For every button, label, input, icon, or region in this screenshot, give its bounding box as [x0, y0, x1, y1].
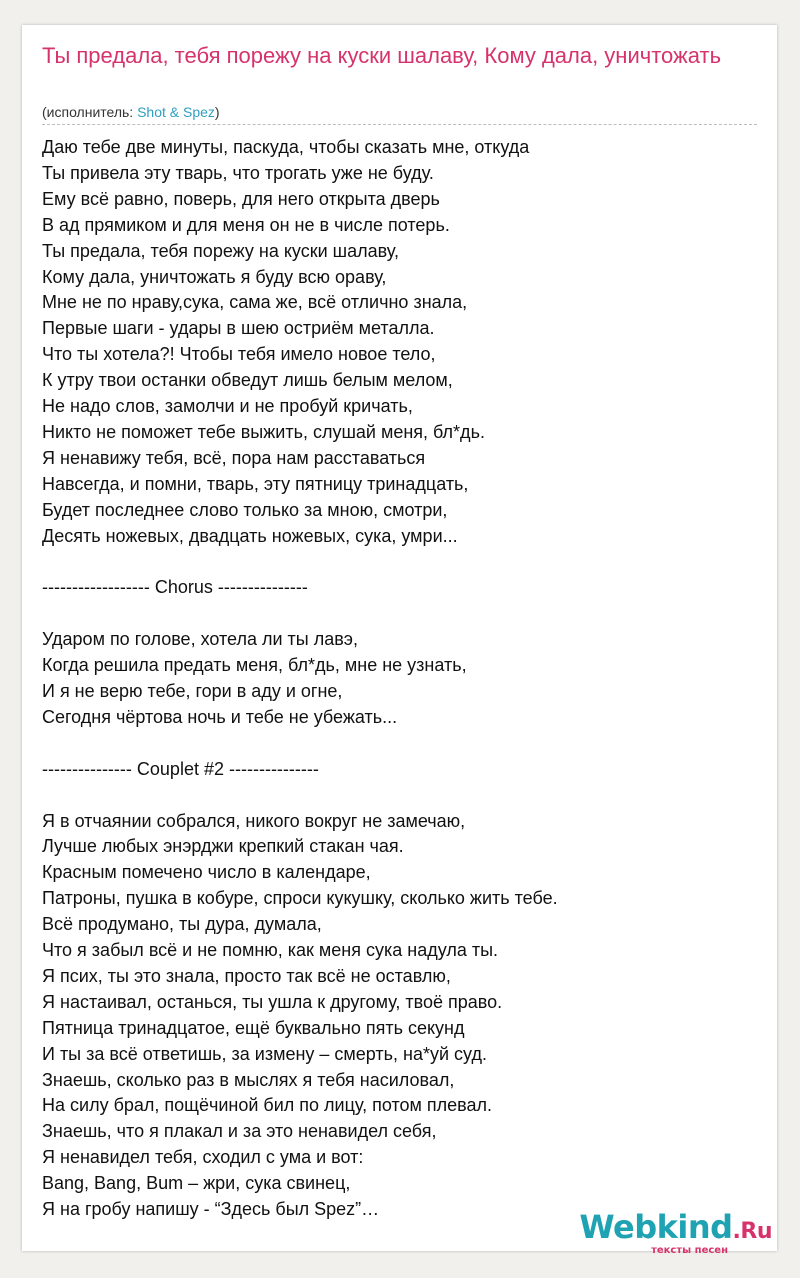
- logo-wordmark: [579, 1208, 772, 1246]
- artist-line: [42, 103, 220, 121]
- lyric-line: Мне не по нраву,сука, сама же, всё отлично знала,: [42, 292, 468, 313]
- lyric-line: Знаешь, сколько раз в мыслях я тебя насиловал,: [42, 1069, 455, 1090]
- lyric-line: Я в отчаянии собрался, никого вокруг не замечаю,: [42, 810, 466, 831]
- stanza-gap: [42, 783, 762, 809]
- lyric-line: Ты предала, тебя порежу на куски шалаву,: [42, 240, 399, 261]
- couplet-marker: --------------- Couplet #2 ---------------: [42, 758, 319, 779]
- lyric-line: Лучше любых энэрджи крепкий стакан чая.: [42, 836, 404, 857]
- title-divider: [42, 124, 757, 125]
- lyric-line: Сегодня чёртова ночь и тебе не убежать...: [42, 706, 398, 727]
- lyric-line: Не надо слов, замолчи и не пробуй кричать,: [42, 396, 413, 417]
- lyric-line: В ад прямиком и для меня он не в числе потерь.: [42, 214, 450, 235]
- lyric-line: И я не верю тебе, гори в аду и огне,: [42, 681, 343, 701]
- lyric-line: Кому дала, уничтожать я буду всю ораву,: [42, 266, 387, 287]
- lyric-line: Десять ножевых, двадцать ножевых, сука, умри...: [42, 525, 458, 546]
- lyric-line: Я ненавидел тебя, сходил с ума и вот:: [42, 1147, 364, 1168]
- artist-link[interactable]: Shot & Spez: [137, 104, 215, 120]
- stanza-gap: [42, 731, 762, 757]
- chorus-marker: ------------------ Chorus ---------------: [42, 577, 308, 598]
- lyric-line: Ударом по голове, хотела ли ты лавэ,: [42, 629, 358, 650]
- lyric-line: Когда решила предать меня, бл*дь, мне не узнать,: [42, 655, 467, 676]
- lyric-line: Пятница тринадцатое, ещё буквально пять секунд: [42, 1017, 465, 1038]
- page-title: Ты предала, тебя порежу на куски шалаву, Кому дала, уничтожать: [42, 43, 722, 68]
- lyric-line: Bang, Bang, Bum – жри, сука свинец,: [42, 1173, 351, 1194]
- lyric-line: Знаешь, что я плакал и за это ненавидел себя,: [42, 1121, 437, 1142]
- lyric-line: Я на гробу напишу - “Здесь был Spez”…: [42, 1199, 380, 1220]
- stanza-gap: [42, 550, 762, 576]
- lyric-line: Всё продумано, ты дура, думала,: [42, 914, 322, 935]
- lyric-line: И ты за всё ответишь, за измену – смерть, на*уй суд.: [42, 1043, 487, 1064]
- lyric-line: Будет последнее слово только за мною, смотри,: [42, 499, 448, 520]
- lyric-line: Что я забыл всё и не помню, как меня сука надула ты.: [42, 940, 499, 961]
- artist-prefix: (исполнитель:: [42, 104, 138, 120]
- lyric-line: На силу брал, пощёчиной бил по лицу, потом плевал.: [42, 1095, 493, 1116]
- lyric-line: Красным помечено число в календаре,: [42, 862, 371, 883]
- logo-main: Webkind: [579, 1208, 733, 1246]
- lyric-line: Никто не поможет тебе выжить, слушай меня, бл*дь.: [42, 421, 485, 442]
- logo-tagline: тексты песен: [651, 1245, 728, 1256]
- lyric-line: Я настаивал, останься, ты ушла к другому, твоё право.: [42, 991, 503, 1012]
- lyric-line: Что ты хотела?! Чтобы тебя имело новое тело,: [42, 344, 436, 365]
- lyric-line: К утру твои останки обведут лишь белым мелом,: [42, 370, 453, 391]
- lyric-line: Я псих, ты это знала, просто так всё не оставлю,: [42, 965, 451, 986]
- logo-tld: .Ru: [732, 1219, 772, 1244]
- artist-suffix: ): [214, 104, 220, 120]
- lyric-line: Я ненавижу тебя, всё, пора нам расставаться: [42, 447, 426, 468]
- lyric-line: Даю тебе две минуты, паскуда, чтобы сказать мне, откуда: [42, 137, 530, 157]
- lyric-line: Патроны, пушка в кобуре, спроси кукушку, сколько жить тебе.: [42, 888, 558, 909]
- lyrics-card: [22, 25, 777, 1251]
- lyric-line: Первые шаги - удары в шею остриём металла.: [42, 318, 435, 339]
- lyric-line: Ему всё равно, поверь, для него открыта дверь: [42, 188, 440, 209]
- lyrics-text: [42, 135, 762, 1223]
- webkind-logo[interactable]: [579, 1210, 772, 1256]
- stanza-gap: [42, 601, 762, 627]
- lyric-line: Ты привела эту тварь, что трогать уже не буду.: [42, 162, 434, 183]
- lyric-line: Навсегда, и помни, тварь, эту пятницу тринадцать,: [42, 473, 469, 494]
